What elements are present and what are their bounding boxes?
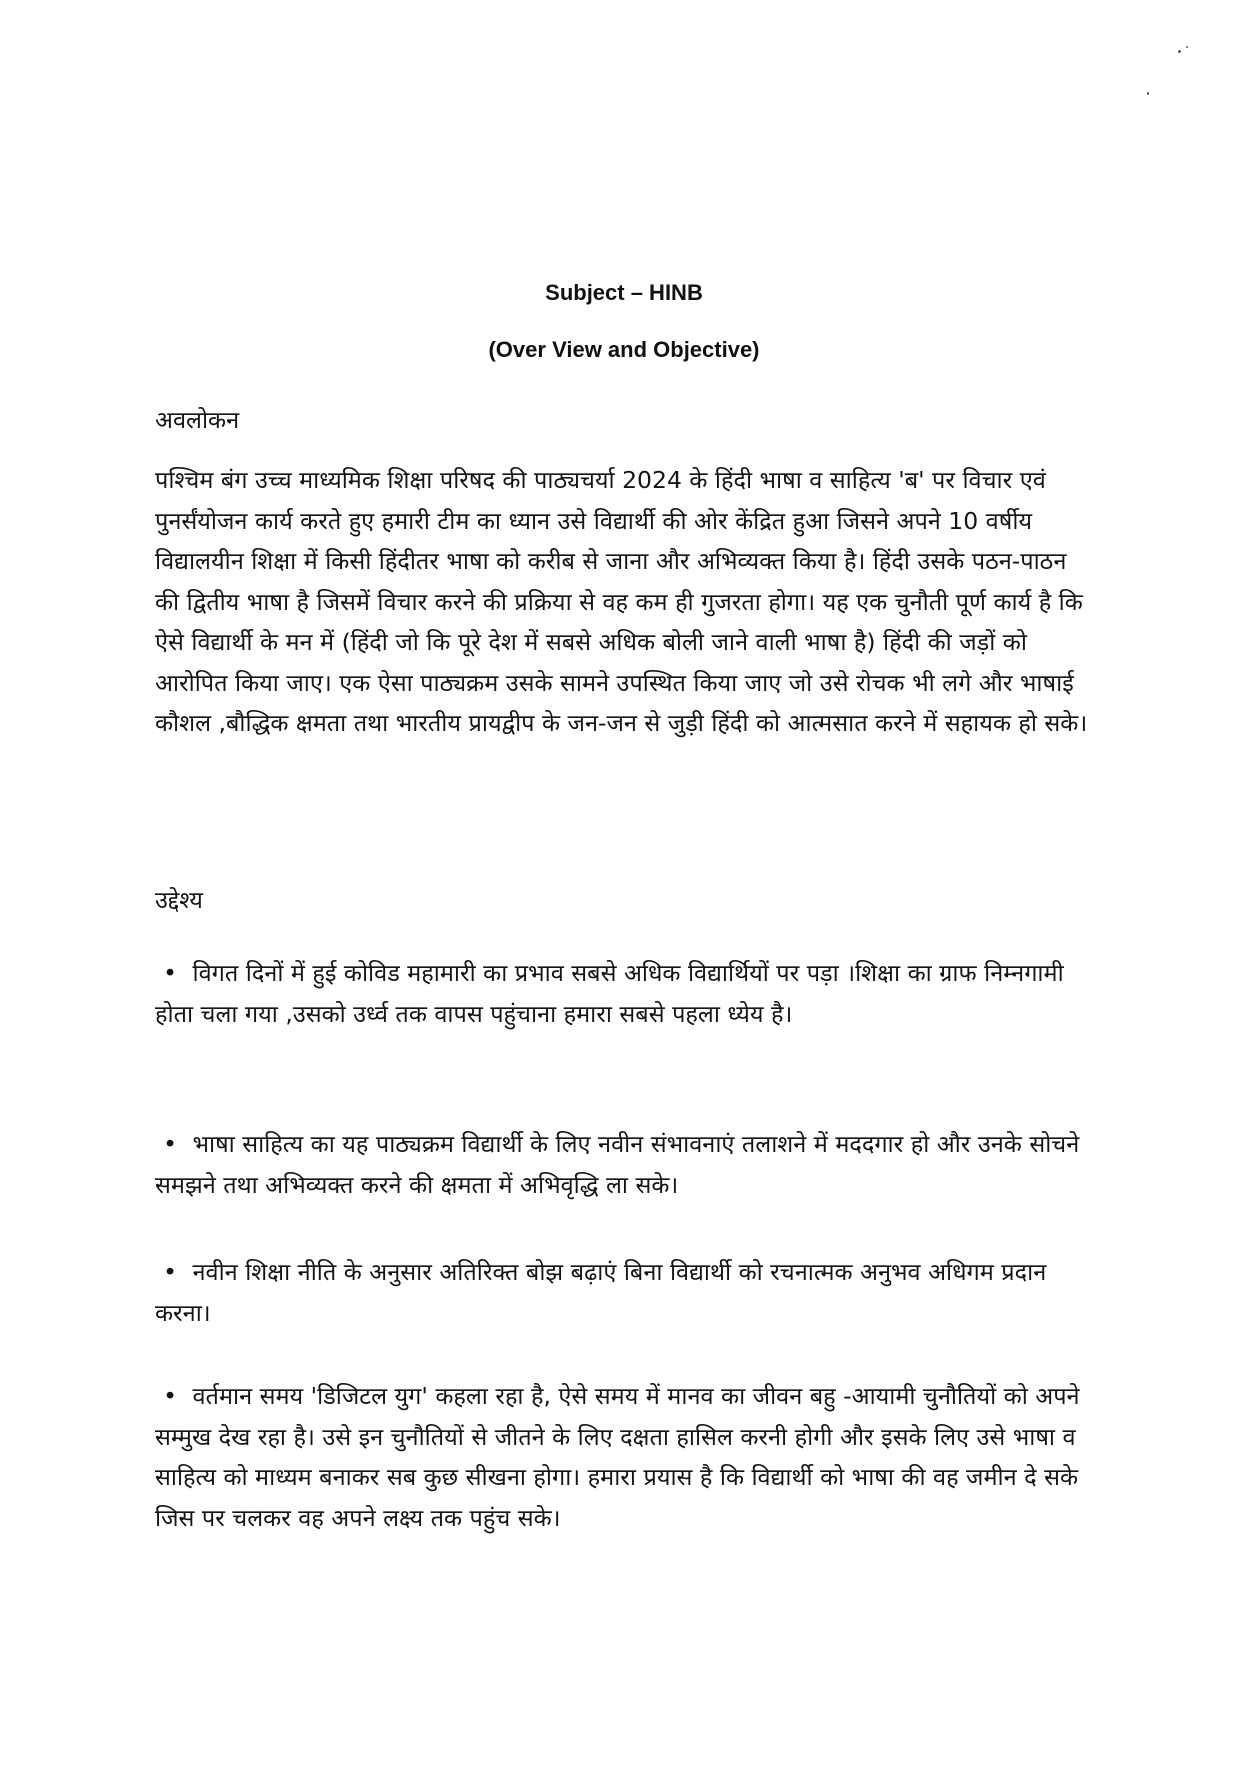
objective-item [155, 1252, 1090, 1333]
scan-speck [1186, 46, 1188, 48]
objective-item [155, 1124, 1090, 1205]
scan-speck [1147, 92, 1149, 95]
objective-text: भाषा साहित्य का यह पाठ्यक्रम विद्यार्थी के लिए नवीन संभावनाएं तलाशने में मददगार हो और उनके सोचने समझने तथा अभिव्यक्त करने की क्षमता में अभिवृद्धि ला सके। [155, 1130, 1080, 1199]
bullet-icon: • [163, 1130, 177, 1158]
objective-text: नवीन शिक्षा नीति के अनुसार अतिरिक्त बोझ बढ़ाएं बिना विद्यार्थी को रचनात्मक अनुभव अधिगम प्रदान करना। [155, 1258, 1047, 1327]
subject-title: Subject – HINB [545, 280, 703, 305]
overview-title: (Over View and Objective) [488, 337, 760, 362]
objective-item [155, 1376, 1090, 1538]
scan-speck [1178, 50, 1181, 53]
document-header [0, 278, 1248, 365]
overview-heading: अवलोकन [155, 406, 240, 434]
bullet-icon: • [163, 1258, 177, 1286]
objective-text: वर्तमान समय 'डिजिटल युग' कहला रहा है, ऐसे समय में मानव का जीवन बहु -आयामी चुनौतियों को अपने सम्मुख देख रहा है। उसे इन चुनौतियों से जीतने के लिए दक्षता हासिल करनी होगी और इसके लिए उसे भाषा व साहित्य को माध्यम बनाकर सब कुछ सीखना होगा। हमारा प्रयास है कि विद्यार्थी को भाषा की वह जमीन दे सके जिस पर चलकर वह अपने लक्ष्य तक पहुंच सके। [155, 1382, 1080, 1532]
overview-paragraph: पश्चिम बंग उच्च माध्यमिक शिक्षा परिषद की पाठ्यचर्या 2024 के हिंदी भाषा व साहित्य 'ब' पर विचार एवं पुनर्संयोजन कार्य करते हुए हमारी टीम का ध्यान उसे विद्यार्थी की ओर केंद्रित हुआ जिसने अपने 10 वर्षीय विद्यालयीन शिक्षा में किसी हिंदीतर भाषा को करीब से जाना और अभिव्यक्त किया है। हिंदी उसके पठन-पाठन की द्वितीय भाषा है जिसमें विचार करने की प्रक्रिया से वह कम ही गुजरता होगा। यह एक चुनौती पूर्ण कार्य है कि ऐसे विद्यार्थी के मन में (हिंदी जो कि पूरे देश में सबसे अधिक बोली जाने वाली भाषा है) हिंदी की जड़ों को आरोपित किया जाए। एक ऐसा पाठ्यक्रम उसके सामने उपस्थित किया जाए जो उसे रोचक भी लगे और भाषाई कौशल ,बौद्धिक क्षमता तथा भारतीय प्रायद्वीप के जन-जन से जुड़ी हिंदी को आत्मसात करने में सहायक हो सके। [155, 466, 1088, 737]
objective-text: विगत दिनों में हुई कोविड महामारी का प्रभाव सबसे अधिक विद्यार्थियों पर पड़ा ।शिक्षा का ग्राफ निम्नगामी होता चला गया ,उसको उर्ध्व तक वापस पहुंचाना हमारा सबसे पहला ध्येय है। [155, 959, 1064, 1028]
objectives-heading: उद्देश्य [155, 886, 203, 914]
objective-item [155, 953, 1090, 1034]
bullet-icon: • [163, 1382, 177, 1410]
bullet-icon: • [163, 959, 177, 987]
